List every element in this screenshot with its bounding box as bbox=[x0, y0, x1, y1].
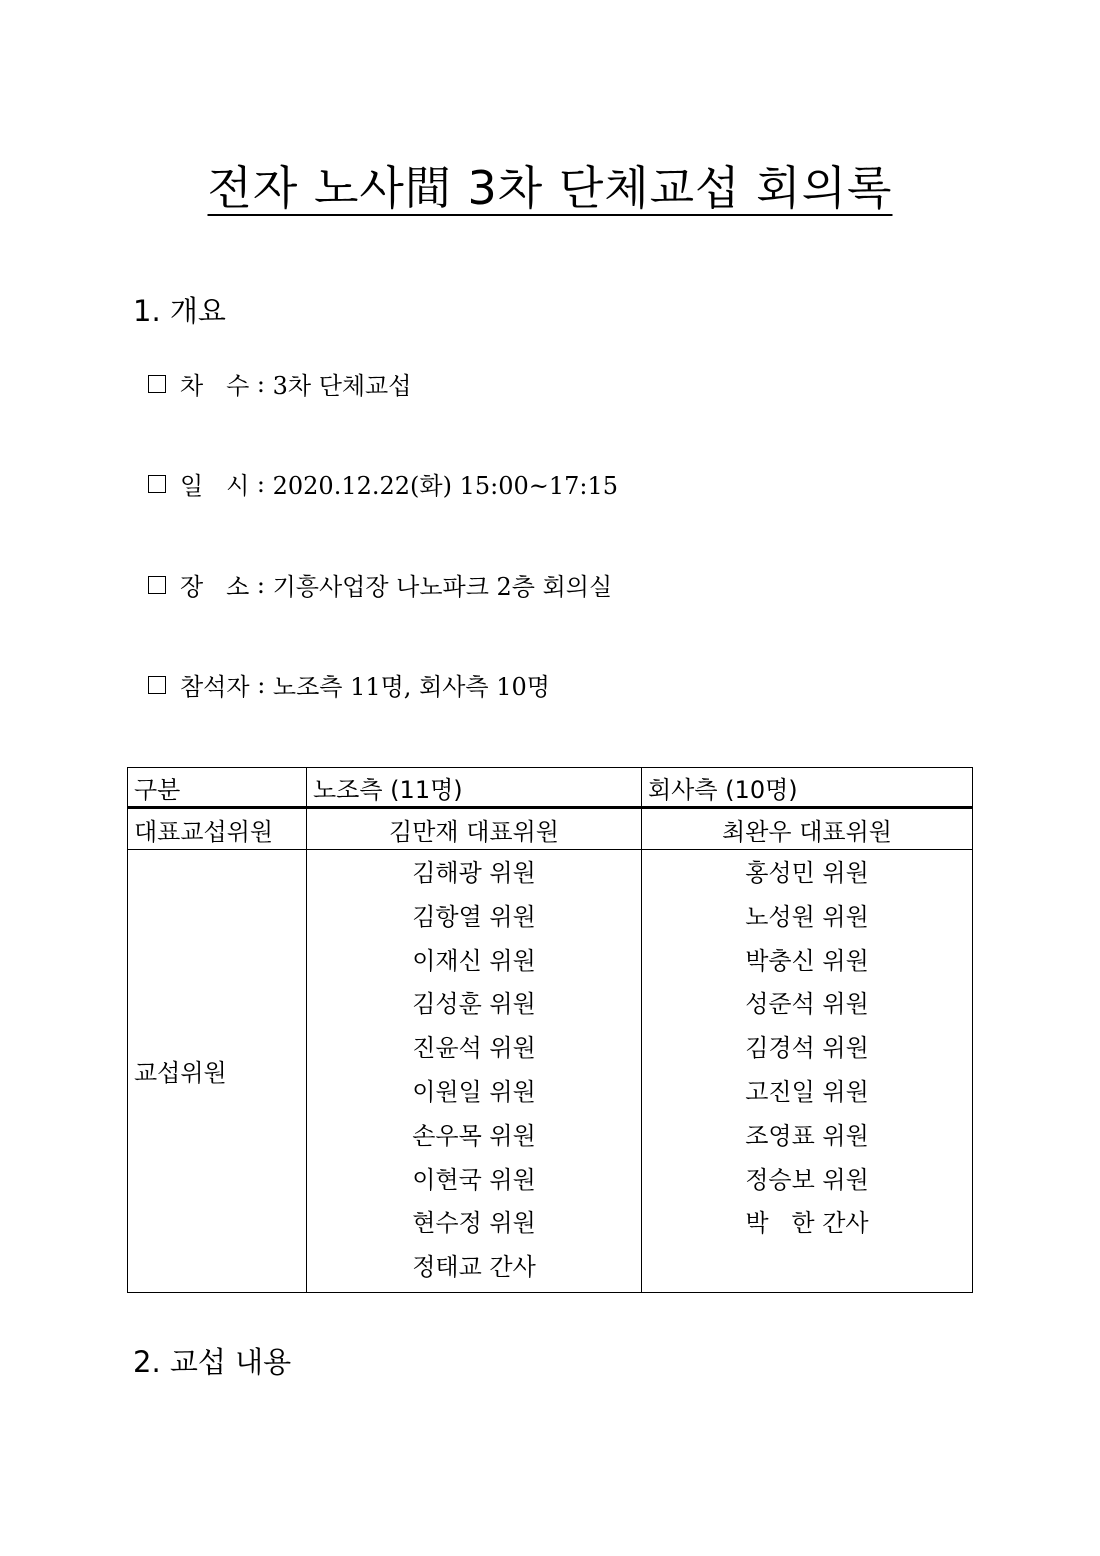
rep-label: 대표교섭위원 bbox=[128, 808, 307, 850]
union-member: 이재신 위원 bbox=[412, 946, 536, 975]
table-row-members bbox=[128, 850, 973, 1293]
union-member: 김성훈 위원 bbox=[412, 990, 536, 1019]
member-label: 교섭위원 bbox=[128, 850, 307, 1293]
checkbox-icon bbox=[148, 475, 166, 493]
union-member: 이현국 위원 bbox=[412, 1165, 536, 1194]
rep-company: 최완우 대표위원 bbox=[642, 808, 973, 850]
company-member: 조영표 위원 bbox=[745, 1121, 869, 1150]
overview-item-datetime bbox=[148, 466, 618, 501]
company-member: 성준석 위원 bbox=[745, 990, 869, 1019]
union-member: 김항열 위원 bbox=[412, 902, 536, 931]
colon-separator: : bbox=[249, 469, 273, 498]
company-member: 홍성민 위원 bbox=[745, 859, 869, 887]
colon-separator: : bbox=[249, 670, 273, 699]
overview-value: 기흥사업장 나노파크 2층 회의실 bbox=[272, 573, 613, 601]
rep-union: 김만재 대표위원 bbox=[307, 808, 642, 850]
checkbox-icon bbox=[148, 676, 166, 694]
company-member: 노성원 위원 bbox=[745, 902, 869, 931]
company-member-list bbox=[642, 850, 973, 1293]
header-union: 노조측 (11명) bbox=[307, 768, 642, 808]
union-member: 현수정 위원 bbox=[412, 1209, 536, 1238]
empty-line bbox=[648, 1246, 966, 1290]
overview-label: 차 수 bbox=[180, 372, 250, 400]
table-header-row bbox=[128, 768, 973, 808]
overview-item-location bbox=[148, 567, 612, 602]
union-member-list bbox=[307, 850, 642, 1293]
header-company: 회사측 (10명) bbox=[642, 768, 973, 808]
overview-item-attendees bbox=[148, 667, 550, 702]
attendee-table bbox=[127, 767, 973, 1293]
union-member: 이원일 위원 bbox=[412, 1077, 536, 1106]
header-category: 구분 bbox=[128, 768, 307, 808]
overview-value: 노조측 11명, 회사측 10명 bbox=[272, 673, 550, 701]
company-member: 고진일 위원 bbox=[745, 1077, 869, 1106]
company-member: 박충신 위원 bbox=[745, 946, 869, 975]
company-member: 정승보 위원 bbox=[745, 1165, 869, 1194]
checkbox-icon bbox=[148, 576, 166, 594]
overview-item-session bbox=[148, 366, 411, 401]
union-member: 정태교 간사 bbox=[412, 1253, 536, 1282]
document-title: 전자 노사間 3차 단체교섭 회의록 bbox=[207, 161, 893, 215]
colon-separator: : bbox=[249, 570, 273, 599]
overview-label: 참석자 bbox=[180, 673, 250, 701]
company-member: 박 한 간사 bbox=[745, 1209, 869, 1238]
table-row-representative bbox=[128, 808, 973, 850]
overview-label: 일 시 bbox=[180, 472, 250, 500]
union-member: 손우목 위원 bbox=[412, 1121, 536, 1150]
union-member: 진윤석 위원 bbox=[412, 1034, 536, 1063]
company-member: 김경석 위원 bbox=[745, 1034, 869, 1063]
overview-label: 장 소 bbox=[180, 573, 250, 601]
union-member: 김해광 위원 bbox=[412, 859, 536, 887]
checkbox-icon bbox=[148, 375, 166, 393]
overview-value: 3차 단체교섭 bbox=[272, 372, 412, 400]
overview-value: 2020.12.22(화) 15:00~17:15 bbox=[272, 472, 619, 500]
section-heading-overview: 1. 개요 bbox=[133, 294, 226, 328]
section-heading-negotiation: 2. 교섭 내용 bbox=[133, 1345, 292, 1379]
colon-separator: : bbox=[249, 369, 273, 398]
